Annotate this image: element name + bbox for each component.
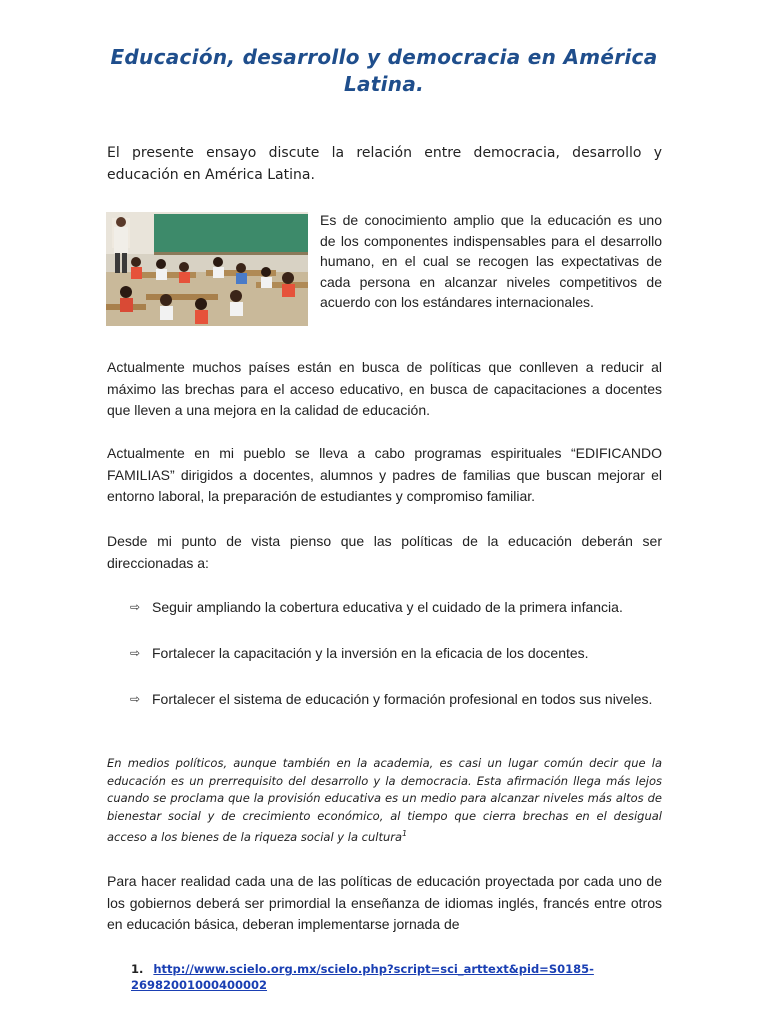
document-title: Educación, desarrollo y democracia en América Latina. — [110, 45, 658, 96]
bullet-item — [130, 689, 662, 709]
footnote-reference[interactable]: 1 — [402, 829, 408, 839]
footnote-link[interactable]: http://www.scielo.org.mx/scielo.php?script=sci_arttext&pid=S0185-26982001000400002 — [131, 962, 594, 992]
arrow-bullet-icon: ⇨ — [130, 600, 141, 614]
intro-paragraph: El presente ensayo discute la relación entre democracia, desarrollo y educación en América Latina. — [107, 145, 662, 183]
bullet-text: Fortalecer el sistema de educación y formación profesional en todos sus niveles. — [152, 691, 653, 707]
body-paragraph-3: Desde mi punto de vista pienso que las políticas de la educación deberán ser direccionadas a: — [107, 533, 662, 571]
quote-text: En medios políticos, aunque también en la academia, es casi un lugar común decir que la educación es un prerrequisito del desarrollo y la democracia. Esta afirmación llega más lejos cuando se proclama que la provisión educativa es un medio para alcanzar niveles más altos de bienestar social y de crecimiento económico, al tiempo que cierra brechas en el desigual acceso a los bienes de la riqueza social y la cultura — [107, 756, 662, 845]
footnote-number: 1. — [131, 962, 144, 976]
arrow-bullet-icon: ⇨ — [130, 646, 141, 660]
quote-block — [107, 755, 662, 847]
body-paragraph-2: Actualmente en mi pueblo se lleva a cabo programas espirituales “EDIFICANDO FAMILIAS” dirigidos a docentes, alumnos y padres de familias que buscan mejorar el entorno laboral, la preparación de estudiantes y compromiso familiar. — [107, 445, 662, 504]
bullet-item — [130, 643, 662, 663]
closing-paragraph: Para hacer realidad cada una de las políticas de educación proyectada por cada uno de los gobiernos deberá ser primordial la enseñanza de idiomas inglés, francés entre otros en educación básica, deberan implementarse jornada de — [107, 873, 662, 932]
footnote — [131, 961, 691, 993]
bullet-item — [130, 597, 662, 617]
body-paragraph-1: Actualmente muchos países están en busca de políticas que conlleven a reducir al máximo las brechas para el acceso educativo, en busca de capacitaciones a docentes que lleven a una mejora en la calidad de educación. — [107, 359, 662, 418]
bullet-text: Seguir ampliando la cobertura educativa y el cuidado de la primera infancia. — [152, 599, 623, 615]
side-paragraph: Es de conocimiento amplio que la educación es uno de los componentes indispensables para el desarrollo humano, en el cual se recogen las expectativas de cada persona en alcanzar niveles competitivos de acuerdo con los estándares internacionales. — [320, 212, 662, 310]
classroom-photo — [106, 212, 308, 326]
bullet-text: Fortalecer la capacitación y la inversión en la eficacia de los docentes. — [152, 645, 589, 661]
arrow-bullet-icon: ⇨ — [130, 692, 141, 706]
